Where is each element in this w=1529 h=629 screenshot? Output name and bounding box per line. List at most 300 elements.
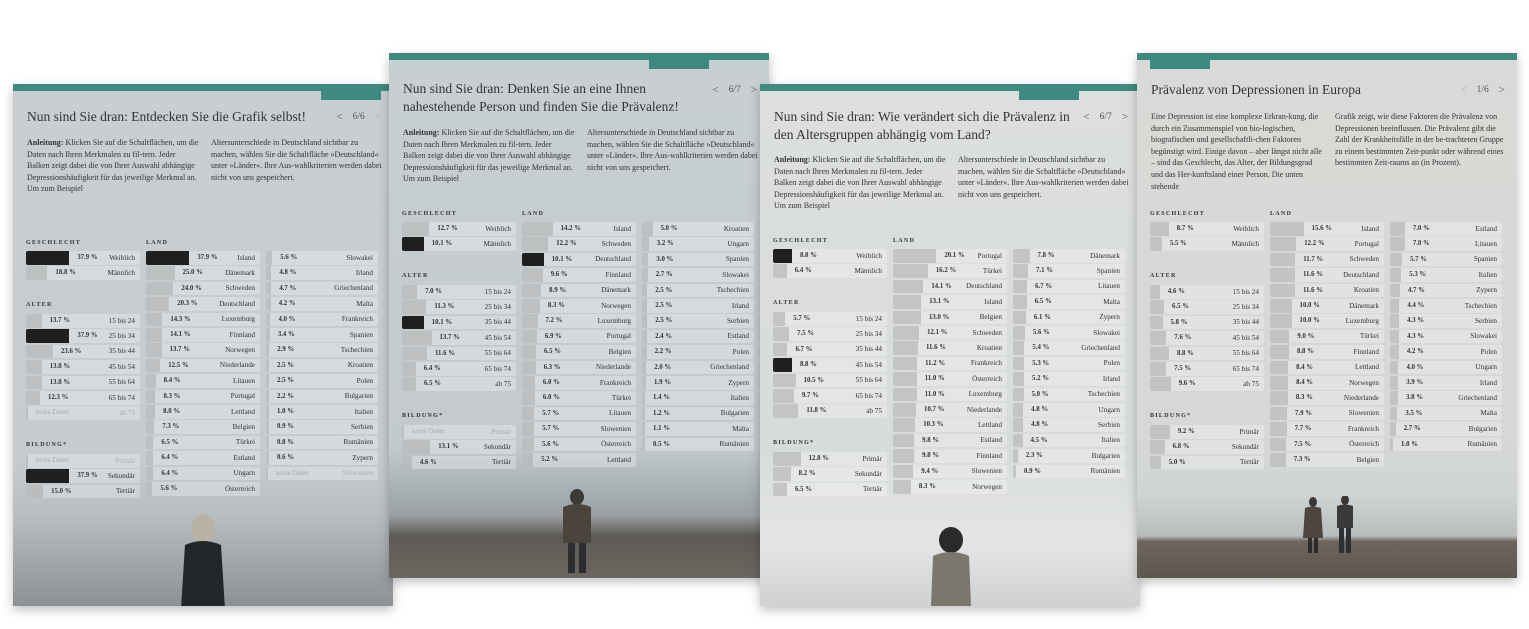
filter-button-land-col1[interactable] bbox=[1270, 222, 1384, 236]
filter-button-land-col2[interactable] bbox=[642, 407, 754, 421]
filter-button-geschlecht[interactable] bbox=[773, 264, 887, 278]
bar-label: Serbien bbox=[351, 422, 373, 431]
filter-button-land-col1[interactable] bbox=[146, 390, 260, 404]
bar-label: Türkei bbox=[982, 266, 1002, 275]
filter-button-land-col2[interactable] bbox=[642, 299, 754, 313]
filter-button-land-col2[interactable] bbox=[266, 374, 378, 388]
bar-label: ab 75 bbox=[1243, 379, 1259, 388]
filter-button-land-col1[interactable] bbox=[146, 251, 260, 265]
filter-button-land-col2[interactable] bbox=[642, 345, 754, 359]
bar-fill bbox=[1270, 361, 1288, 375]
bar-value: 13.0 % bbox=[929, 313, 950, 321]
bar-label: 45 bis 54 bbox=[1232, 333, 1259, 342]
filter-button-land-col1[interactable] bbox=[522, 314, 636, 328]
filter-button-land-col1[interactable] bbox=[893, 388, 1007, 402]
filter-button-land-col1[interactable] bbox=[893, 434, 1007, 448]
filter-button-land-col2[interactable] bbox=[1013, 357, 1125, 371]
bar-fill bbox=[1270, 284, 1295, 298]
bar-value: keine Daten bbox=[276, 469, 309, 477]
filter-button-bildung[interactable] bbox=[26, 469, 140, 483]
instructions bbox=[403, 127, 759, 185]
intro-col-2: Grafik zeigt, wie diese Faktoren die Prävalenz von Depressionen beeinflussen. Die Prävalenz gibt die Zahl der Krankheitsfälle in der be-trachteten Gruppe zu einem bestimmten Zeit-punkt oder während eines bestimmten Zeit-raums an (in Prozent). bbox=[1335, 112, 1504, 168]
filter-button-land-col2[interactable] bbox=[266, 266, 378, 280]
filter-button-land-col2[interactable] bbox=[1390, 253, 1502, 267]
filter-button-bildung[interactable] bbox=[26, 454, 140, 468]
filter-button-bildung[interactable] bbox=[402, 425, 516, 439]
accent-tab bbox=[1019, 91, 1079, 100]
bar-fill bbox=[402, 222, 429, 236]
bar-fill bbox=[266, 328, 270, 342]
filter-button-land-col1[interactable] bbox=[893, 249, 1007, 263]
filter-button-land-col2[interactable] bbox=[1013, 264, 1125, 278]
prev-arrow-icon[interactable]: < bbox=[712, 84, 719, 96]
filter-button-land-col2[interactable] bbox=[1013, 280, 1125, 294]
slide-nav bbox=[336, 111, 381, 123]
filter-button-land-col1[interactable] bbox=[1270, 253, 1384, 267]
instructions-col-2: Altersunterschiede in Deutschland sichtbar zu machen, wählen Sie die Schaltfläche »Deutschland« unter »Länder«. Ihre Aus-wahlkriterien werden dabei nicht von uns gespeichert. bbox=[211, 138, 382, 182]
filter-button-land-col2[interactable] bbox=[642, 253, 754, 267]
bar-fill bbox=[1270, 345, 1289, 359]
filter-button-land-col2[interactable] bbox=[1390, 407, 1502, 421]
filter-button-land-col2[interactable] bbox=[1390, 391, 1502, 405]
filter-button-land-col2[interactable] bbox=[266, 251, 378, 265]
filter-button-alter[interactable] bbox=[773, 343, 887, 357]
filter-button-geschlecht[interactable] bbox=[402, 222, 516, 236]
bar-label: Niederlande bbox=[595, 363, 631, 372]
prev-arrow-icon[interactable]: < bbox=[336, 111, 343, 123]
bar-value: 6.4 % bbox=[794, 267, 812, 275]
bar-fill bbox=[1270, 391, 1288, 405]
filter-button-land-col1[interactable] bbox=[1270, 268, 1384, 282]
filter-button-land-col2[interactable] bbox=[642, 438, 754, 452]
filter-button-land-col2[interactable] bbox=[266, 313, 378, 327]
filter-button-land-col1[interactable] bbox=[893, 341, 1007, 355]
bar-value: 3.4 % bbox=[277, 331, 295, 338]
filter-button-land-col2[interactable] bbox=[266, 467, 378, 481]
bar-label: 25 bis 34 bbox=[484, 302, 511, 311]
filter-button-land-col2[interactable] bbox=[266, 297, 378, 311]
bar-label: Ungarn bbox=[727, 239, 749, 248]
bar-value: 5.6 % bbox=[1032, 329, 1050, 336]
filter-button-land-col1[interactable] bbox=[146, 343, 260, 357]
filter-button-land-col1[interactable] bbox=[893, 465, 1007, 479]
bar-value: 8.8 % bbox=[1176, 349, 1194, 357]
filter-button-land-col2[interactable] bbox=[1013, 403, 1125, 417]
filter-button-land-col2[interactable] bbox=[642, 422, 754, 436]
filter-button-land-col1[interactable] bbox=[1270, 345, 1384, 359]
bar-label: 15 bis 24 bbox=[484, 287, 511, 296]
bar-fill bbox=[522, 438, 534, 452]
bar-label: Norwegen bbox=[225, 345, 255, 354]
filter-button-land-col2[interactable] bbox=[1013, 249, 1125, 263]
bar-label: Österreich bbox=[225, 484, 255, 493]
next-arrow-icon[interactable]: > bbox=[374, 111, 381, 123]
bar-value: 2.5 % bbox=[655, 302, 673, 309]
filter-button-land-col1[interactable] bbox=[893, 357, 1007, 371]
filter-button-alter[interactable] bbox=[1150, 362, 1264, 376]
filter-button-land-col1[interactable] bbox=[146, 436, 260, 450]
filter-button-land-col2[interactable] bbox=[1390, 438, 1502, 452]
bar-label: Belgien bbox=[1356, 455, 1379, 464]
filter-button-bildung[interactable] bbox=[402, 440, 516, 454]
bar-fill bbox=[642, 361, 646, 375]
filter-button-geschlecht[interactable] bbox=[1150, 237, 1264, 251]
filter-button-land-col1[interactable] bbox=[146, 374, 260, 388]
filter-button-land-col2[interactable] bbox=[1013, 449, 1125, 463]
bar-fill bbox=[1150, 425, 1170, 439]
filter-button-land-col2[interactable] bbox=[642, 222, 754, 236]
filter-button-land-col1[interactable] bbox=[146, 420, 260, 434]
woman-silhouette-photo bbox=[926, 526, 976, 606]
bar-fill bbox=[1270, 237, 1296, 251]
section-heading-bildung: BILDUNG* bbox=[773, 440, 815, 446]
filter-button-land-col2[interactable] bbox=[642, 284, 754, 298]
filter-button-land-col1[interactable] bbox=[522, 376, 636, 390]
filter-button-bildung[interactable] bbox=[773, 483, 887, 497]
bar-fill bbox=[522, 268, 543, 282]
filter-button-land-col1[interactable] bbox=[1270, 376, 1384, 390]
bar-value: 5.7 % bbox=[542, 425, 560, 433]
prev-arrow-icon[interactable]: < bbox=[1460, 84, 1467, 96]
filter-button-alter[interactable] bbox=[1150, 285, 1264, 299]
bar-fill bbox=[26, 454, 28, 468]
bar-value: 5.2 % bbox=[541, 456, 559, 463]
filter-button-land-col1[interactable] bbox=[146, 359, 260, 373]
filter-button-alter[interactable] bbox=[26, 314, 140, 328]
bar-value: 1.1 % bbox=[653, 425, 670, 433]
filter-button-land-col2[interactable] bbox=[1013, 311, 1125, 325]
section-heading-bildung: BILDUNG* bbox=[402, 413, 444, 419]
filter-button-alter[interactable] bbox=[1150, 377, 1264, 391]
bar-value: 6.0 % bbox=[542, 394, 560, 402]
filter-button-bildung[interactable] bbox=[1150, 425, 1264, 439]
filter-button-alter[interactable] bbox=[773, 327, 887, 341]
bar-value: 5.6 % bbox=[280, 254, 298, 261]
bar-label: Primär bbox=[115, 456, 135, 465]
bar-label: 45 bis 54 bbox=[108, 362, 135, 371]
filter-button-alter[interactable] bbox=[402, 285, 516, 299]
bar-label: Österreich bbox=[1349, 440, 1379, 449]
filter-button-land-col2[interactable] bbox=[642, 237, 754, 251]
bar-value: 2.9 % bbox=[277, 346, 295, 354]
filter-button-land-col2[interactable] bbox=[266, 328, 378, 342]
filter-button-land-col2[interactable] bbox=[266, 451, 378, 465]
bar-fill bbox=[522, 284, 541, 298]
filter-button-land-col2[interactable] bbox=[1013, 418, 1125, 432]
bar-label: Dänemark bbox=[1349, 301, 1379, 310]
filter-button-geschlecht[interactable] bbox=[26, 266, 140, 280]
filter-button-alter[interactable] bbox=[402, 377, 516, 391]
filter-button-alter[interactable] bbox=[773, 312, 887, 326]
bar-fill bbox=[642, 299, 647, 313]
filter-button-land-col1[interactable] bbox=[1270, 330, 1384, 344]
filter-button-land-col1[interactable] bbox=[146, 451, 260, 465]
filter-button-land-col1[interactable] bbox=[1270, 453, 1384, 467]
bar-fill bbox=[146, 266, 175, 280]
filter-button-alter[interactable] bbox=[402, 300, 516, 314]
filter-button-land-col1[interactable] bbox=[893, 311, 1007, 325]
filter-button-land-col2[interactable] bbox=[1390, 284, 1502, 298]
filter-button-land-col2[interactable] bbox=[1013, 434, 1125, 448]
filter-button-land-col1[interactable] bbox=[146, 313, 260, 327]
filter-button-geschlecht[interactable] bbox=[26, 251, 140, 265]
bar-fill bbox=[522, 391, 535, 405]
bar-fill bbox=[893, 388, 917, 402]
slide-nav bbox=[712, 84, 757, 96]
bar-label: Türkei bbox=[611, 393, 631, 402]
filter-button-land-col2[interactable] bbox=[1390, 237, 1502, 251]
bar-value: 0.5 % bbox=[653, 440, 670, 448]
filter-button-alter[interactable] bbox=[26, 360, 140, 374]
bar-label: 45 bis 54 bbox=[855, 360, 882, 369]
bar-fill bbox=[642, 422, 645, 436]
bar-value: 7.5 % bbox=[1174, 365, 1192, 372]
filter-button-land-col1[interactable] bbox=[522, 361, 636, 375]
bar-label: Luxemburg bbox=[1345, 316, 1379, 325]
bar-label: 25 bis 34 bbox=[108, 331, 135, 340]
filter-button-land-col1[interactable] bbox=[1270, 391, 1384, 405]
filter-button-land-col1[interactable] bbox=[893, 280, 1007, 294]
section-heading-geschlecht: GESCHLECHT bbox=[773, 238, 829, 244]
filter-button-land-col1[interactable] bbox=[1270, 284, 1384, 298]
filter-button-land-col1[interactable] bbox=[893, 449, 1007, 463]
filter-button-land-col2[interactable] bbox=[1013, 465, 1125, 479]
filter-button-land-col2[interactable] bbox=[266, 282, 378, 296]
bar-value: 13.8 % bbox=[49, 378, 71, 386]
filter-button-land-col1[interactable] bbox=[522, 268, 636, 282]
filter-button-alter[interactable] bbox=[402, 316, 516, 330]
filter-button-land-col1[interactable] bbox=[893, 326, 1007, 340]
bar-fill bbox=[266, 467, 268, 481]
filter-button-land-col2[interactable] bbox=[266, 390, 378, 404]
bar-fill bbox=[522, 253, 544, 267]
filter-button-land-col2[interactable] bbox=[266, 436, 378, 450]
filter-button-land-col1[interactable] bbox=[146, 467, 260, 481]
filter-button-land-col2[interactable] bbox=[1390, 345, 1502, 359]
bar-label: Österreich bbox=[972, 374, 1002, 383]
filter-button-alter[interactable] bbox=[1150, 316, 1264, 330]
bar-value: 11.0 % bbox=[924, 390, 945, 398]
filter-button-land-col2[interactable] bbox=[1013, 295, 1125, 309]
filter-button-land-col1[interactable] bbox=[893, 295, 1007, 309]
bar-label: Rumänien bbox=[343, 438, 373, 447]
filter-button-land-col2[interactable] bbox=[266, 359, 378, 373]
filter-button-land-col1[interactable] bbox=[522, 330, 636, 344]
filter-button-land-col2[interactable] bbox=[642, 376, 754, 390]
filter-button-land-col2[interactable] bbox=[1390, 222, 1502, 236]
filter-button-land-col1[interactable] bbox=[1270, 361, 1384, 375]
filter-button-bildung[interactable] bbox=[402, 456, 516, 470]
filter-button-land-col2[interactable] bbox=[266, 420, 378, 434]
filter-button-alter[interactable] bbox=[26, 345, 140, 359]
bar-label: Norwegen bbox=[1349, 378, 1379, 387]
bar-value: 11.2 % bbox=[925, 359, 946, 367]
bar-value: 12.8 % bbox=[808, 455, 829, 462]
bar-value: 11.3 % bbox=[434, 303, 455, 311]
filter-button-land-col1[interactable] bbox=[1270, 314, 1384, 328]
filter-button-bildung[interactable] bbox=[773, 467, 887, 481]
filter-button-alter[interactable] bbox=[26, 329, 140, 343]
filter-button-land-col2[interactable] bbox=[1013, 341, 1125, 355]
filter-button-land-col2[interactable] bbox=[266, 343, 378, 357]
bar-fill bbox=[1390, 438, 1393, 452]
filter-button-alter[interactable] bbox=[1150, 300, 1264, 314]
filter-button-alter[interactable] bbox=[773, 374, 887, 388]
instructions-col-2: Altersunterschiede in Deutschland sichtbar zu machen, wählen Sie die Schaltfläche »Deutschland« unter »Länder«. Ihre Aus-wahlkriterien werden dabei nicht von uns gespeichert. bbox=[958, 155, 1129, 199]
filter-button-bildung[interactable] bbox=[1150, 440, 1264, 454]
filter-button-bildung[interactable] bbox=[26, 485, 140, 499]
filter-button-alter[interactable] bbox=[773, 358, 887, 372]
filter-button-land-col1[interactable] bbox=[522, 284, 636, 298]
filter-button-land-col2[interactable] bbox=[1390, 299, 1502, 313]
filter-button-land-col1[interactable] bbox=[522, 345, 636, 359]
bar-fill bbox=[266, 405, 269, 419]
bar-fill bbox=[773, 343, 787, 357]
filter-button-bildung[interactable] bbox=[1150, 456, 1264, 470]
bar-fill bbox=[146, 482, 152, 496]
bar-fill bbox=[642, 407, 645, 421]
filter-button-land-col2[interactable] bbox=[1013, 372, 1125, 386]
bar-label: Portugal bbox=[977, 251, 1002, 260]
filter-button-alter[interactable] bbox=[1150, 331, 1264, 345]
filter-button-land-col2[interactable] bbox=[266, 405, 378, 419]
filter-button-land-col1[interactable] bbox=[146, 297, 260, 311]
bar-label: Irland bbox=[731, 301, 749, 310]
bar-value: 1.0 % bbox=[1401, 440, 1418, 448]
bar-value: 8.3 % bbox=[163, 392, 181, 400]
bar-fill bbox=[893, 465, 913, 479]
bar-value: 6.9 % bbox=[544, 332, 562, 340]
filter-button-land-col2[interactable] bbox=[642, 391, 754, 405]
filter-button-land-col1[interactable] bbox=[893, 372, 1007, 386]
bar-fill bbox=[642, 330, 647, 344]
filter-button-land-col1[interactable] bbox=[522, 407, 636, 421]
next-arrow-icon[interactable]: > bbox=[1498, 84, 1505, 96]
filter-button-land-col1[interactable] bbox=[146, 266, 260, 280]
bar-fill bbox=[893, 311, 921, 325]
filter-button-alter[interactable] bbox=[26, 376, 140, 390]
filter-button-land-col1[interactable] bbox=[893, 480, 1007, 494]
bar-label: Irland bbox=[355, 268, 373, 277]
filter-button-land-col1[interactable] bbox=[146, 405, 260, 419]
filter-button-bildung[interactable] bbox=[773, 452, 887, 466]
bar-value: 7.5 % bbox=[797, 330, 815, 338]
filter-button-land-col1[interactable] bbox=[522, 422, 636, 436]
filter-button-land-col2[interactable] bbox=[1013, 388, 1125, 402]
filter-button-land-col2[interactable] bbox=[1390, 314, 1502, 328]
filter-button-land-col1[interactable] bbox=[522, 237, 636, 251]
bar-label: Tertiär bbox=[1239, 458, 1259, 467]
bar-value: 10.0 % bbox=[1299, 302, 1320, 309]
filter-button-land-col1[interactable] bbox=[146, 482, 260, 496]
bar-value: 11.6 % bbox=[926, 344, 947, 352]
filter-button-land-col2[interactable] bbox=[1013, 326, 1125, 340]
filter-button-geschlecht[interactable] bbox=[1150, 222, 1264, 236]
next-arrow-icon[interactable]: > bbox=[750, 84, 757, 96]
filter-button-land-col2[interactable] bbox=[642, 361, 754, 375]
filter-button-land-col1[interactable] bbox=[146, 328, 260, 342]
bar-label: Slowakei bbox=[1093, 328, 1120, 337]
bar-value: 11.7 % bbox=[1303, 255, 1324, 263]
bar-value: 5.5 % bbox=[1169, 240, 1187, 248]
bar-fill bbox=[893, 357, 917, 371]
bar-value: 1.9 % bbox=[654, 379, 672, 386]
filter-button-land-col2[interactable] bbox=[642, 314, 754, 328]
filter-button-land-col1[interactable] bbox=[1270, 237, 1384, 251]
bar-label: Rumänien bbox=[1090, 467, 1120, 476]
bar-label: Zypern bbox=[1099, 313, 1120, 322]
bar-label: Sekundär bbox=[1231, 442, 1259, 451]
bar-fill bbox=[146, 343, 162, 357]
bar-value: 2.5 % bbox=[655, 286, 673, 294]
bar-label: Island bbox=[613, 224, 631, 233]
bar-value: 9.0 % bbox=[1297, 332, 1315, 340]
bar-value: 24.0 % bbox=[181, 284, 202, 292]
bar-fill bbox=[146, 313, 162, 327]
filter-button-alter[interactable] bbox=[773, 404, 887, 418]
bar-fill bbox=[893, 449, 914, 463]
filter-button-land-col2[interactable] bbox=[1390, 361, 1502, 375]
filter-button-land-col1[interactable] bbox=[1270, 407, 1384, 421]
filter-button-geschlecht[interactable] bbox=[402, 237, 516, 251]
bar-label: Belgien bbox=[979, 313, 1002, 322]
filter-button-land-col1[interactable] bbox=[522, 253, 636, 267]
filter-button-alter[interactable] bbox=[26, 391, 140, 405]
filter-button-land-col1[interactable] bbox=[522, 438, 636, 452]
filter-button-land-col1[interactable] bbox=[522, 222, 636, 236]
filter-button-land-col1[interactable] bbox=[146, 282, 260, 296]
filter-button-land-col1[interactable] bbox=[522, 391, 636, 405]
bar-fill bbox=[402, 300, 426, 314]
bar-value: 6.4 % bbox=[161, 454, 179, 462]
bar-fill bbox=[1270, 314, 1292, 328]
next-arrow-icon[interactable]: > bbox=[1121, 111, 1128, 123]
bar-fill bbox=[642, 284, 647, 298]
filter-button-land-col2[interactable] bbox=[1390, 268, 1502, 282]
filter-button-alter[interactable] bbox=[402, 347, 516, 361]
filter-button-land-col1[interactable] bbox=[1270, 299, 1384, 313]
filter-button-land-col1[interactable] bbox=[522, 299, 636, 313]
filter-button-land-col1[interactable] bbox=[893, 264, 1007, 278]
instructions-col-1: Anleitung: Klicken Sie auf die Schaltflächen, um die Daten nach Ihren Merkmalen zu fil-tern. Jeder Balken zeigt dabei die von Ihrer Auswahl abhängige Depressionshäufigkeit für das jeweilige Merkmal an. Um zum Beispiel bbox=[27, 138, 199, 194]
filter-button-alter[interactable] bbox=[26, 406, 140, 420]
filter-button-land-col2[interactable] bbox=[642, 330, 754, 344]
filter-button-land-col2[interactable] bbox=[1390, 376, 1502, 390]
filter-button-geschlecht[interactable] bbox=[773, 249, 887, 263]
filter-button-alter[interactable] bbox=[402, 362, 516, 376]
filter-button-land-col1[interactable] bbox=[1270, 438, 1384, 452]
filter-button-alter[interactable] bbox=[402, 331, 516, 345]
filter-button-land-col1[interactable] bbox=[893, 418, 1007, 432]
filter-button-land-col1[interactable] bbox=[522, 453, 636, 467]
bar-fill bbox=[1390, 391, 1398, 405]
bar-label: Finnland bbox=[1353, 347, 1379, 356]
filter-button-land-col2[interactable] bbox=[642, 268, 754, 282]
filter-button-land-col1[interactable] bbox=[1270, 422, 1384, 436]
bar-value: 5.8 % bbox=[1170, 318, 1188, 326]
bar-fill bbox=[26, 406, 28, 420]
bar-label: 65 bis 74 bbox=[855, 391, 882, 400]
filter-button-alter[interactable] bbox=[773, 389, 887, 403]
bar-label: Bulgarien bbox=[1468, 424, 1497, 433]
filter-button-land-col2[interactable] bbox=[1390, 422, 1502, 436]
bar-label: Luxemburg bbox=[968, 390, 1002, 399]
bar-value: 8.7 % bbox=[1176, 225, 1194, 232]
filter-button-land-col1[interactable] bbox=[893, 403, 1007, 417]
filter-button-alter[interactable] bbox=[1150, 347, 1264, 361]
prev-arrow-icon[interactable]: < bbox=[1083, 111, 1090, 123]
filter-button-land-col2[interactable] bbox=[1390, 330, 1502, 344]
